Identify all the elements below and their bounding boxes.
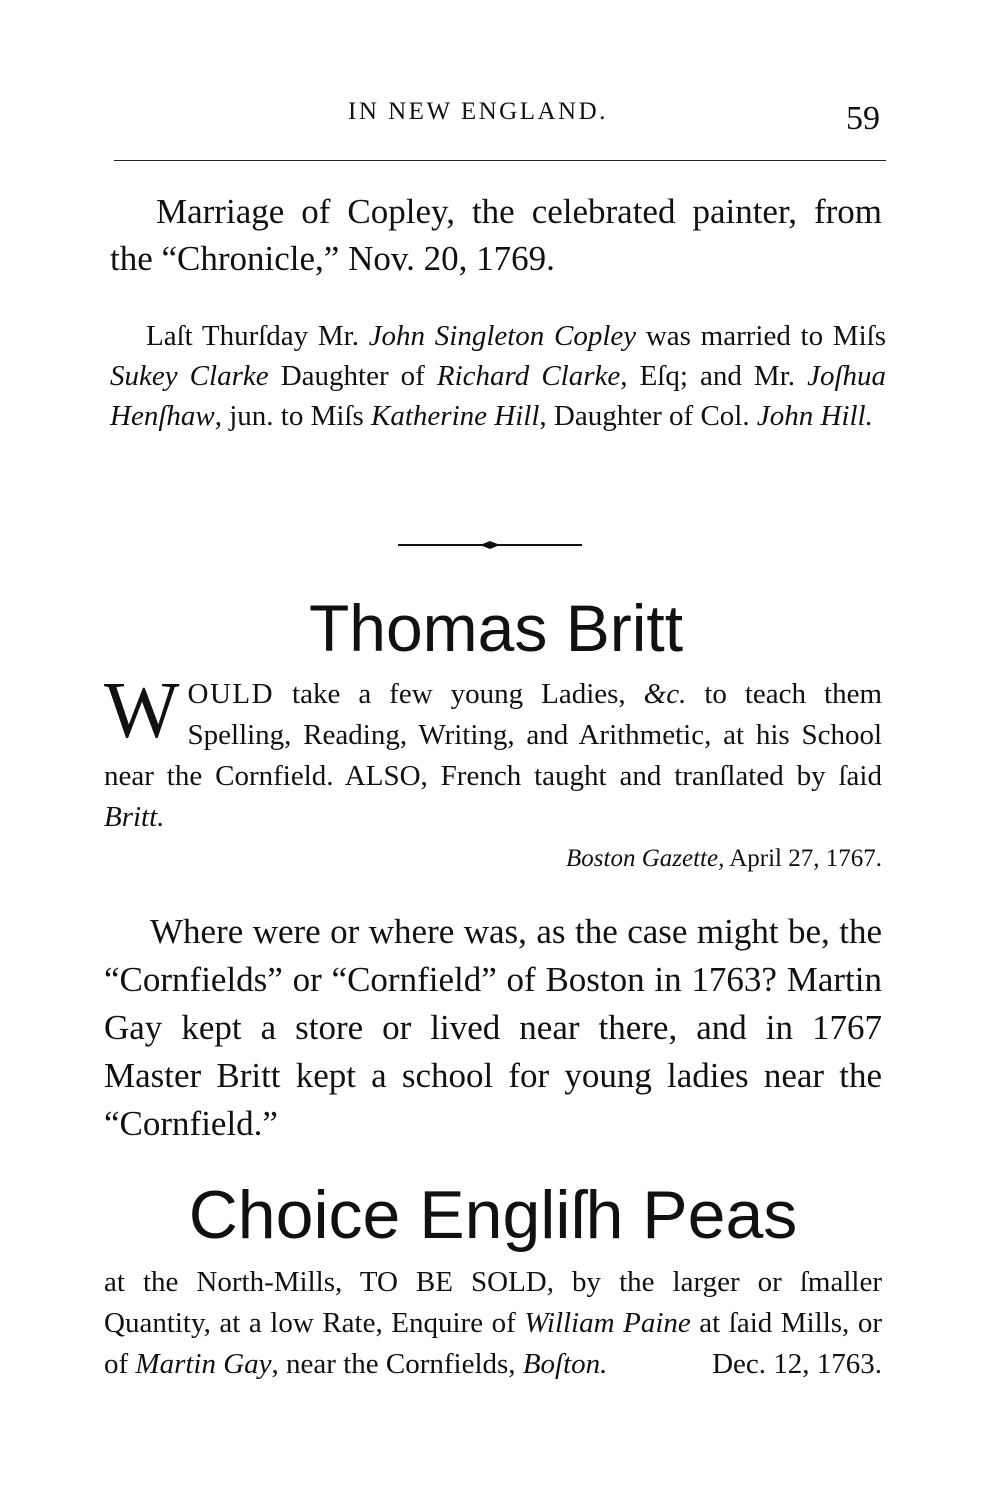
peas-advertisement [104,1262,882,1385]
notice-text-4: , Eſq; and Mr. [620,360,808,392]
notice-text-3: Daughter of [268,360,437,392]
britt-etc: &c. [643,678,687,710]
intro-text: Marriage of Copley, the celebrated painter, from the “Chronicle,” Nov. 20, 1769. [110,192,882,278]
source-paper: Boston Gazette, [566,845,725,872]
notice-name-copley: John Singleton Copley [368,320,637,352]
ornament-divider [398,541,582,549]
peas-date: Dec. 12, 1763. [712,1348,882,1380]
britt-text-2: to teach them Spelling, Reading, Writing, and Arithmetic, at his School near the Cornfield. ALSO, French taught and tranſlated by ſaid [104,678,883,792]
running-head: IN NEW ENGLAND. [348,98,608,125]
peas-heading: Choice Engliſh Peas [188,1177,798,1253]
britt-text-1: take a few young Ladies, [274,678,644,710]
notice-name-john-hill: John Hill. [756,400,873,432]
notice-name-katherine: Katherine Hill [371,400,540,432]
notice-name-sukey: Sukey Clarke [110,360,269,392]
britt-source [566,845,882,873]
source-date: April 27, 1767. [724,845,882,872]
peas-name-gay: Martin Gay [135,1348,272,1380]
notice-text-5: , jun. to Miſs [214,400,372,432]
notice-name-richard: Richard Clarke [436,360,621,392]
peas-name-paine: William Paine [524,1307,691,1339]
peas-text-1: at the North-Mills, TO BE SOLD, by the larger or ſmaller Quantity, at a low Rate, Enquire of [104,1266,882,1339]
intro-paragraph [110,188,882,282]
britt-advertisement [104,667,883,838]
notice-text-1: Laſt Thurſday Mr. [146,320,369,352]
notice-name-henshaw: Joſhua Henſhaw [110,360,887,432]
britt-name: Britt. [104,801,165,833]
drop-cap: W [104,667,180,755]
header-rule [114,160,886,161]
peas-text-3: , near the Cornfields, [271,1348,523,1380]
notice-text-2: was married to Miſs [636,320,886,352]
copley-marriage-notice [110,316,886,436]
britt-lead: OULD [187,678,275,710]
page-number: 59 [846,100,880,137]
peas-text-2: at ſaid Mills, or of [104,1307,882,1380]
peas-place: Boſton. [522,1348,608,1380]
notice-text-6: , Daughter of Col. [539,400,757,432]
britt-heading: Thomas Britt [308,591,684,665]
commentary-text: Where were or where was, as the case might be, the “Cornfields” or “Cornfield” of Boston in 1763? Martin Gay kept a store or lived near there, and in 1767 Master Britt kept a school for young ladies near the “Cornfield.” [104,912,882,1143]
commentary-paragraph [104,908,882,1148]
